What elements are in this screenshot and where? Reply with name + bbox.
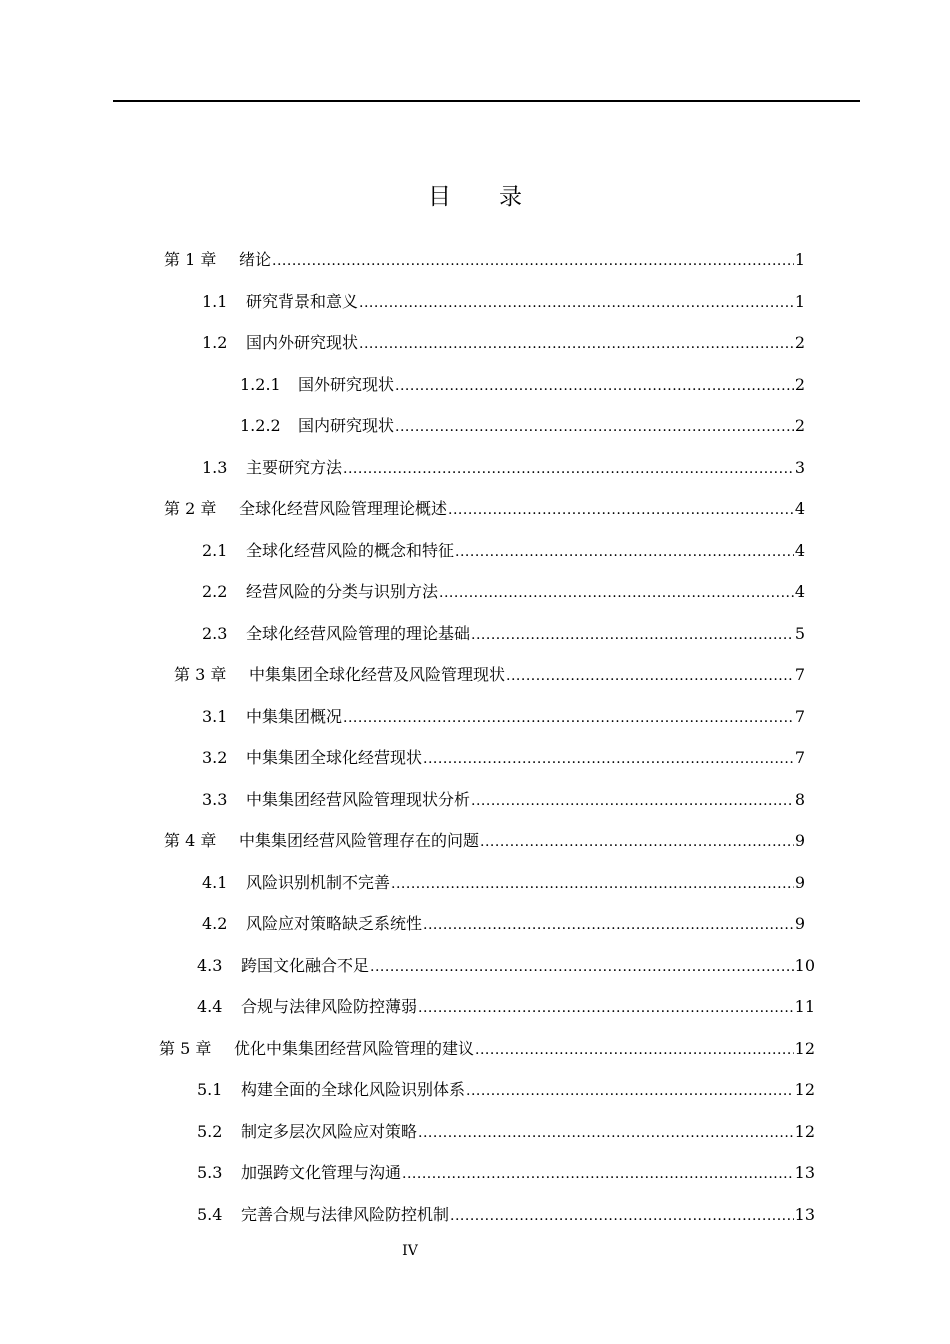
toc-entry-number: 5.2 [197, 1122, 223, 1141]
toc-entry-number: 2.3 [202, 624, 228, 643]
toc-dot-leader [391, 872, 794, 896]
toc-dot-leader [423, 913, 794, 937]
toc-entry-page: 9 [794, 873, 805, 892]
toc-entry-number: 5.3 [197, 1163, 223, 1182]
toc-dot-leader [418, 996, 794, 1020]
toc-entry-page: 12 [794, 1122, 815, 1141]
toc-dot-leader [450, 1204, 794, 1228]
toc-entry-page: 7 [794, 748, 805, 767]
toc-entry-2-2[interactable] [202, 580, 805, 604]
toc-entry-page: 1 [794, 292, 805, 311]
toc-entry-number: 第 5 章 [159, 1039, 212, 1058]
toc-entry-page: 9 [794, 914, 805, 933]
toc-entry-5-2[interactable] [197, 1120, 815, 1144]
toc-entry-number: 4.3 [197, 956, 223, 975]
toc-entry-number: 4.1 [202, 873, 228, 892]
toc-entry-label: 跨国文化融合不足 [241, 956, 370, 975]
toc-entry-page: 1 [794, 250, 805, 269]
toc-dot-leader [471, 789, 794, 813]
toc-entry-label: 合规与法律风险防控薄弱 [241, 997, 418, 1016]
toc-entry-label: 风险识别机制不完善 [246, 873, 391, 892]
toc-entry-label: 中集集团全球化经营及风险管理现状 [249, 665, 506, 684]
toc-entry-number: 1.2 [202, 333, 228, 352]
toc-entry-number: 5.1 [197, 1080, 223, 1099]
toc-entry-number: 第 2 章 [164, 499, 217, 518]
toc-entry-page: 4 [794, 499, 805, 518]
toc-dot-leader [359, 332, 794, 356]
toc-entry-page: 12 [794, 1080, 815, 1099]
toc-dot-leader [506, 664, 794, 688]
toc-entry-1-3[interactable] [202, 456, 805, 480]
toc-entry-1-2[interactable] [202, 331, 805, 355]
title-char-1: 目 [428, 184, 451, 210]
toc-entry-page: 8 [794, 790, 805, 809]
toc-entry-3-2[interactable] [202, 746, 805, 770]
toc-dot-leader [343, 457, 794, 481]
toc-entry-number: 4.4 [197, 997, 223, 1016]
toc-entry-number: 3.3 [202, 790, 228, 809]
toc-entry-label: 绪论 [239, 250, 272, 269]
toc-entry-第3章[interactable] [174, 663, 805, 687]
toc-entry-label: 中集集团概况 [246, 707, 343, 726]
toc-entry-number: 2.2 [202, 582, 228, 601]
toc-entry-label: 全球化经营风险管理的理论基础 [246, 624, 471, 643]
toc-dot-leader [395, 374, 794, 398]
toc-entry-label: 全球化经营风险管理理论概述 [239, 499, 448, 518]
toc-entry-5-1[interactable] [197, 1078, 815, 1102]
toc-entry-page: 3 [794, 458, 805, 477]
toc-entry-3-1[interactable] [202, 705, 805, 729]
toc-dot-leader [471, 623, 794, 647]
toc-entry-2-3[interactable] [202, 622, 805, 646]
toc-dot-leader [272, 249, 794, 273]
toc-dot-leader [448, 498, 794, 522]
toc-entry-label: 国内研究现状 [298, 416, 395, 435]
toc-entry-第5章[interactable] [159, 1037, 815, 1061]
toc-entry-number: 第 3 章 [174, 665, 227, 684]
toc-entry-page: 13 [794, 1205, 815, 1224]
toc-entry-label: 全球化经营风险的概念和特征 [246, 541, 455, 560]
toc-entry-page: 11 [794, 997, 815, 1016]
toc-entry-label: 优化中集集团经营风险管理的建议 [234, 1039, 475, 1058]
toc-entry-label: 加强跨文化管理与沟通 [241, 1163, 402, 1182]
toc-entry-page: 5 [794, 624, 805, 643]
toc-entry-第2章[interactable] [164, 497, 805, 521]
toc-dot-leader [475, 1038, 794, 1062]
page-number: IV [402, 1243, 418, 1259]
title-char-2: 录 [499, 184, 522, 210]
toc-dot-leader [395, 415, 794, 439]
toc-entry-page: 4 [794, 582, 805, 601]
toc-entry-2-1[interactable] [202, 539, 805, 563]
toc-dot-leader [402, 1162, 794, 1186]
toc-entry-number: 第 4 章 [164, 831, 217, 850]
toc-entry-label: 国内外研究现状 [246, 333, 359, 352]
toc-entry-label: 完善合规与法律风险防控机制 [241, 1205, 450, 1224]
toc-entry-number: 3.1 [202, 707, 228, 726]
toc-entry-number: 4.2 [202, 914, 228, 933]
toc-dot-leader [439, 581, 794, 605]
toc-entry-number: 1.3 [202, 458, 228, 477]
toc-entry-number: 2.1 [202, 541, 228, 560]
toc-entry-4-2[interactable] [202, 912, 805, 936]
toc-entry-label: 经营风险的分类与识别方法 [246, 582, 439, 601]
toc-entry-number: 1.2.2 [240, 416, 281, 435]
toc-entry-page: 7 [794, 665, 805, 684]
toc-dot-leader [466, 1079, 794, 1103]
toc-dot-leader [455, 540, 794, 564]
toc-entry-label: 中集集团全球化经营现状 [246, 748, 423, 767]
toc-entry-label: 研究背景和意义 [246, 292, 359, 311]
toc-entry-4-3[interactable] [197, 954, 815, 978]
toc-entry-4-4[interactable] [197, 995, 815, 1019]
toc-dot-leader [370, 955, 794, 979]
toc-entry-page: 7 [794, 707, 805, 726]
toc-entry-5-4[interactable] [197, 1203, 815, 1227]
toc-entry-3-3[interactable] [202, 788, 805, 812]
toc-dot-leader [423, 747, 794, 771]
toc-entry-page: 2 [794, 416, 805, 435]
toc-entry-label: 制定多层次风险应对策略 [241, 1122, 418, 1141]
toc-entry-label: 主要研究方法 [246, 458, 343, 477]
toc-entry-4-1[interactable] [202, 871, 805, 895]
toc-entry-label: 中集集团经营风险管理现状分析 [246, 790, 471, 809]
toc-entry-number: 1.1 [202, 292, 228, 311]
toc-entry-第4章[interactable] [164, 829, 805, 853]
toc-entry-number: 1.2.1 [240, 375, 281, 394]
toc-dot-leader [359, 291, 794, 315]
toc-dot-leader [343, 706, 794, 730]
toc-entry-label: 国外研究现状 [298, 375, 395, 394]
toc-entry-page: 10 [794, 956, 815, 975]
toc-entry-page: 2 [794, 333, 805, 352]
toc-entry-number: 5.4 [197, 1205, 223, 1224]
toc-entry-page: 12 [794, 1039, 815, 1058]
toc-dot-leader [418, 1121, 794, 1145]
toc-entry-number: 第 1 章 [164, 250, 217, 269]
toc-entry-1-1[interactable] [202, 290, 805, 314]
toc-entry-label: 中集集团经营风险管理存在的问题 [239, 831, 480, 850]
toc-entry-page: 9 [794, 831, 805, 850]
toc-entry-1-2-2[interactable] [240, 414, 805, 438]
toc-entry-page: 4 [794, 541, 805, 560]
toc-entry-label: 构建全面的全球化风险识别体系 [241, 1080, 466, 1099]
toc-entry-number: 3.2 [202, 748, 228, 767]
toc-entry-5-3[interactable] [197, 1161, 815, 1185]
toc-entry-page: 13 [794, 1163, 815, 1182]
toc-entry-1-2-1[interactable] [240, 373, 805, 397]
toc-entry-第1章[interactable] [164, 248, 805, 272]
toc-entry-page: 2 [794, 375, 805, 394]
toc-entry-label: 风险应对策略缺乏系统性 [246, 914, 423, 933]
toc-dot-leader [480, 830, 794, 854]
